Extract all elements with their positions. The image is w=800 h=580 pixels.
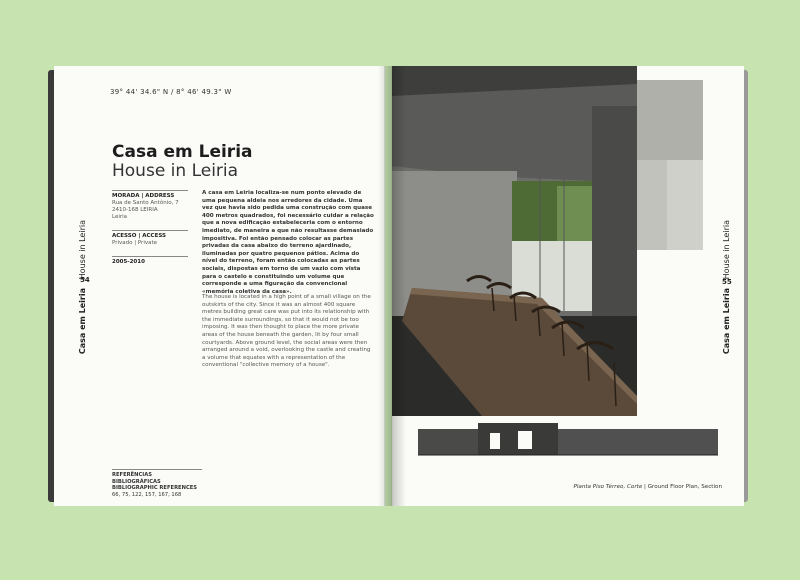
address-label: MORADA | ADDRESS: [112, 190, 188, 200]
coordinates: 39° 44' 34.6" N / 8° 46' 49.3" W: [110, 88, 232, 96]
refs-pages: 66, 75, 122, 157, 167, 168: [112, 491, 182, 498]
vertical-title-en-left: House in Leiria: [78, 220, 87, 280]
address-line: 2410-168 LEIRIA: [112, 207, 158, 213]
vertical-title-pt-left: Casa em Leiria: [78, 288, 87, 355]
left-page: [54, 66, 385, 506]
caption-en: | Ground Floor Plan, Section: [644, 484, 722, 490]
title-english: House in Leiria: [112, 161, 239, 181]
address-block: [112, 190, 188, 221]
vertical-title-en-right: House in Leiria: [722, 220, 731, 280]
floor-plan-section-drawing: [418, 423, 718, 461]
side-photo-strip: [637, 80, 703, 250]
page-number-left: 54: [80, 276, 90, 284]
refs-label-en: BIBLIOGRAPHIC REFERENCES: [112, 485, 198, 492]
bibliographic-references: [112, 469, 202, 498]
vertical-title-pt-right: Casa em Leiria: [722, 288, 731, 355]
access-label: ACESSO | ACCESS: [112, 230, 188, 240]
refs-label-pt: REFERÊNCIAS BIBLIOGRÁFICAS: [112, 469, 202, 485]
address-line: Leiria: [112, 214, 128, 220]
book-spine-shadow: [378, 66, 406, 506]
title-portuguese: Casa em Leiria: [112, 142, 253, 162]
body-text-english: The house is located in a high point of a small village on the outskirts of the city. Since it was an almost 400 square metres building great care was put into its relationship with the immediate surroundings, so that it would not be too imposing. It was then thought to place the more private areas of the house beneath the garden, lit by four small courtyards. Above ground level, the social areas were then arranged around a void, overlooking the castle and creating a volume that equates with a representation of the conventional "collective memory of a house".: [202, 294, 371, 369]
right-page: [392, 66, 744, 506]
years: 2005-2010: [112, 256, 188, 266]
body-text-portuguese: A casa em Leiria localiza-se num ponto elevado de uma pequena aldeia nos arredores da cidade. Uma vez que havia sido pedida uma construção com quase 400 metros quadrados, foi necessário cuidar a relação que a nova edificação estabeleceria com o entorno imediato, de maneira a que não resultasse demasiado impositiva. Foi então pensado colocar as partes privadas da casa abaixo do terreno ajardinado, iluminadas por quatro pequenos pátios. Acima do nível do terreno, foram então colocadas as partes sociais, dispostas em torno de um vazio com vista para o castelo e constituindo um volume que corresponde a uma figuração da convencional «memória coletiva da casa».: [202, 190, 374, 295]
access-value: Privado | Private: [112, 240, 158, 246]
years-block: [112, 256, 188, 266]
figure-caption: [392, 484, 722, 490]
page-number-right: 55: [722, 278, 732, 286]
interior-photo: [392, 66, 637, 416]
access-block: [112, 230, 188, 247]
caption-pt: Planta Piso Térreo, Corte: [573, 484, 643, 490]
open-book: [48, 60, 748, 510]
address-line: Rua de Santo Antônio, 7: [112, 200, 179, 206]
